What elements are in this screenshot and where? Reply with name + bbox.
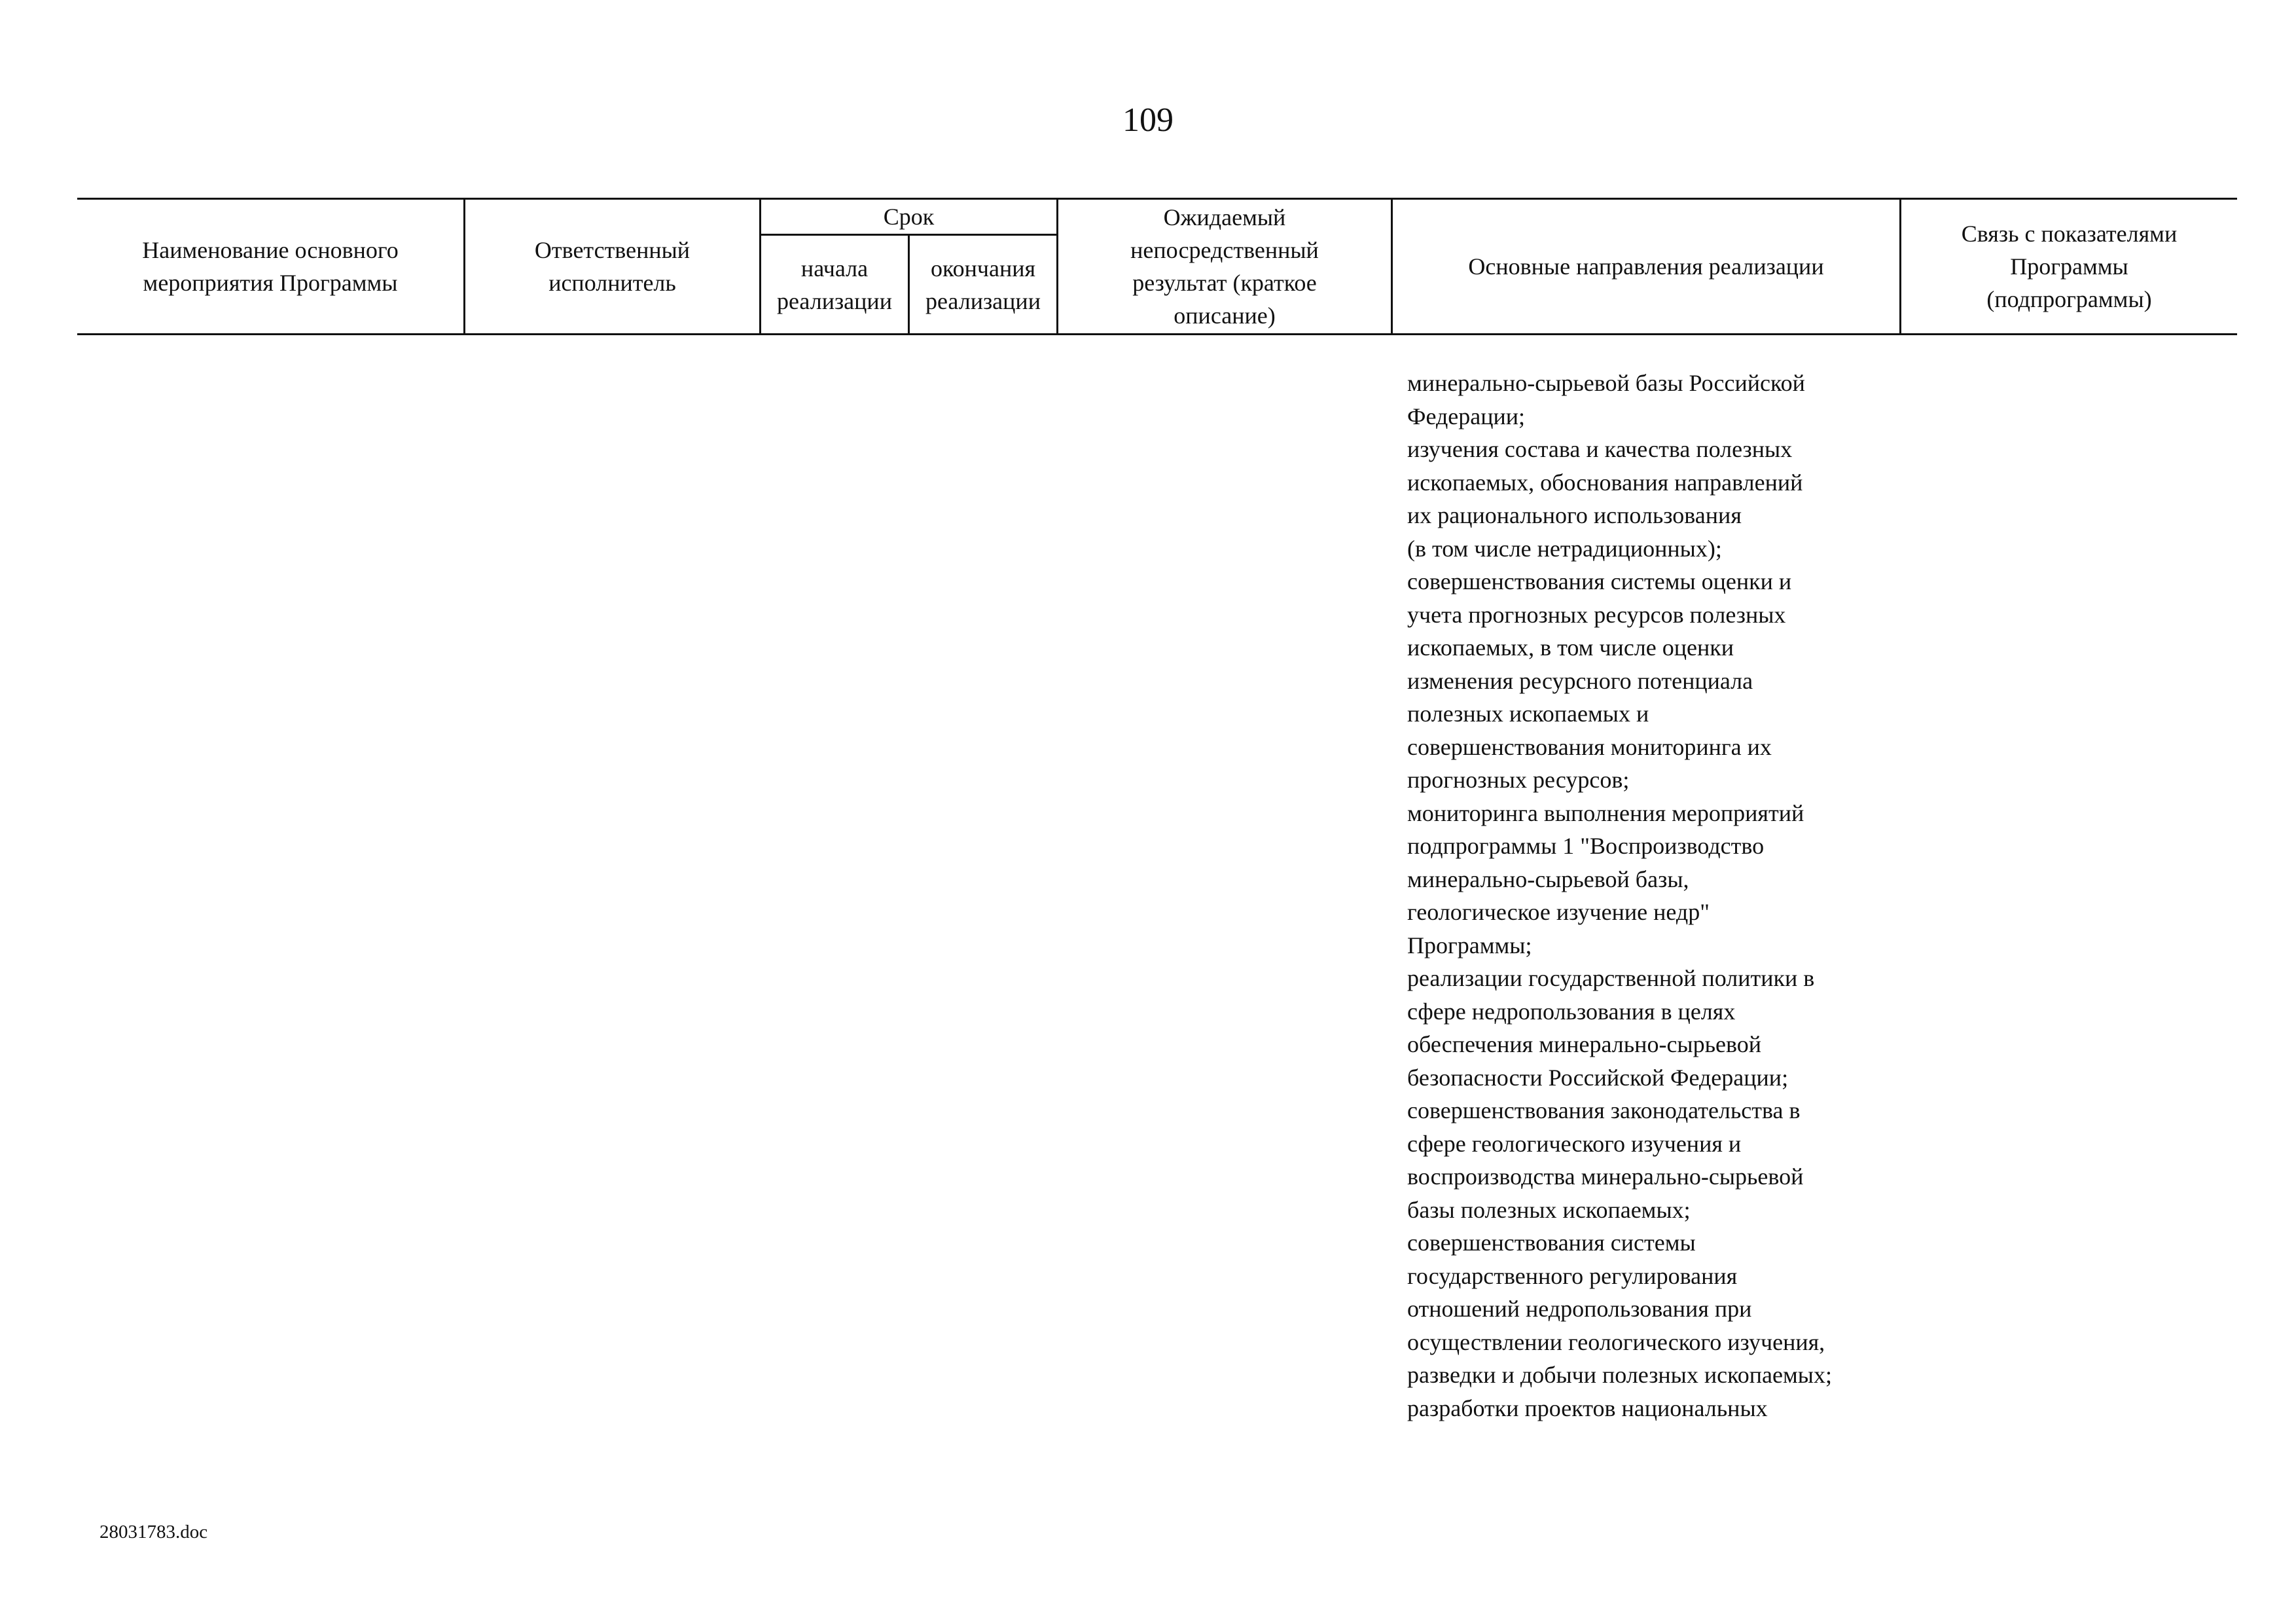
direction-line: подпрограммы 1 "Воспроизводство [1407, 833, 1765, 859]
direction-line: совершенствования мониторинга их [1407, 733, 1772, 760]
header-expected-result: Ожидаемый непосредственный результат (краткое описание) [1130, 204, 1319, 329]
direction-line: (в том числе нетрадиционных); [1407, 535, 1722, 562]
header-term-start: начала реализации [777, 255, 892, 314]
direction-line: воспроизводства минерально-сырьевой [1407, 1163, 1804, 1190]
direction-line: Программы; [1407, 932, 1532, 958]
direction-line: реализации государственной политики в [1407, 965, 1815, 991]
header-responsible: Ответственный исполнитель [534, 237, 691, 296]
header-term: Срок [883, 204, 935, 230]
direction-line: Федерации; [1407, 403, 1526, 429]
direction-line: отношений недропользования при [1407, 1296, 1752, 1322]
direction-line: минерально-сырьевой базы Российской [1407, 370, 1805, 396]
direction-line: разведки и добычи полезных ископаемых; [1407, 1362, 1832, 1388]
direction-line: геологическое изучение недр" [1407, 899, 1710, 925]
direction-line: разработки проектов национальных [1407, 1395, 1768, 1421]
direction-line: осуществлении геологического изучения, [1407, 1328, 1825, 1355]
direction-line: совершенствования системы оценки и [1407, 568, 1792, 594]
direction-line: минерально-сырьевой базы, [1407, 866, 1689, 892]
direction-line: полезных ископаемых и [1407, 701, 1649, 727]
direction-line: государственного регулирования [1407, 1262, 1738, 1289]
direction-line: базы полезных ископаемых; [1407, 1196, 1691, 1223]
direction-line: изучения состава и качества полезных [1407, 436, 1793, 462]
direction-line: ископаемых, в том числе оценки [1407, 634, 1734, 661]
direction-line: ископаемых, обоснования направлений [1407, 469, 1803, 496]
header-event-name: Наименование основного мероприятия Программы [142, 237, 399, 296]
header-term-end: окончания реализации [925, 255, 1041, 314]
table-header [77, 198, 2237, 335]
document-id: 28031783.doc [99, 1522, 208, 1542]
direction-line: совершенствования законодательства в [1407, 1097, 1801, 1123]
direction-line: изменения ресурсного потенциала [1407, 667, 1753, 694]
direction-line: сфере геологического изучения и [1407, 1130, 1742, 1157]
direction-line: их рационального использования [1407, 502, 1742, 528]
direction-line: безопасности Российской Федерации; [1407, 1064, 1789, 1091]
direction-line: прогнозных ресурсов; [1407, 767, 1630, 793]
direction-line: мониторинга выполнения мероприятий [1407, 799, 1804, 826]
header-link-indicators: Связь с показателями Программы (подпрограммы) [1961, 221, 2178, 312]
page-number: 109 [1122, 101, 1174, 139]
direction-line: сфере недропользования в целях [1407, 998, 1736, 1025]
direction-line: совершенствования системы [1407, 1230, 1696, 1256]
direction-line: обеспечения минерально-сырьевой [1407, 1031, 1762, 1057]
main-directions-cell [1407, 367, 1931, 1425]
direction-line: учета прогнозных ресурсов полезных [1407, 601, 1786, 628]
header-main-directions: Основные направления реализации [1468, 253, 1824, 280]
